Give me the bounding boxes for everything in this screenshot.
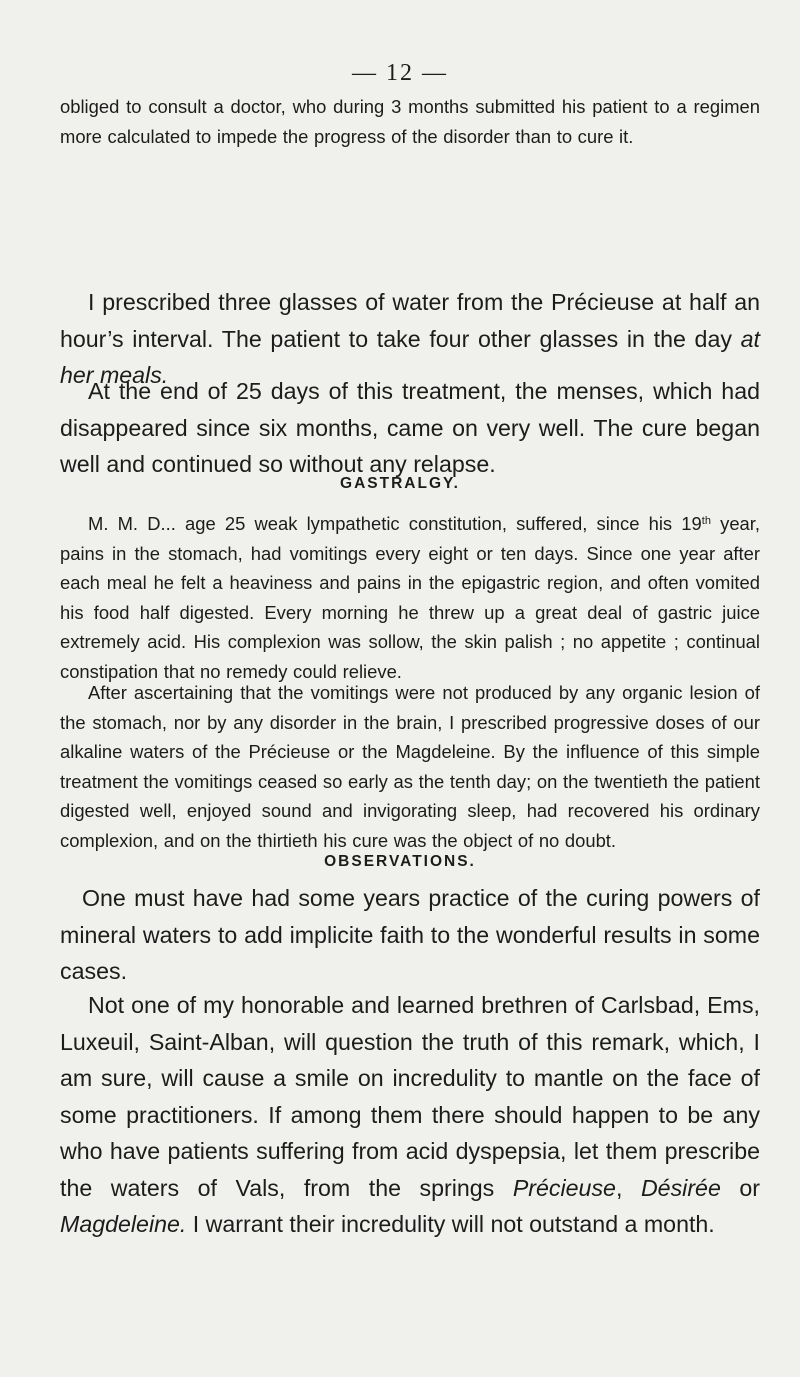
gastralgy-treatment-paragraph: After ascertaining that the vomitings were not produced by any organic lesion of the stomach, nor by any disorder in the brain, I prescribed progressive doses of our alkaline waters of the Précieuse or the Magdeleine. By the influence of this simple treatment the vomitings ceased so early as the tenth day; on the twentieth the patient digested well, enjoyed sound and invigorating sleep, had recovered his ordinary complexion, and on the thirtieth his cure was the object of no doubt. <box>60 682 760 851</box>
gastralgy-history-text: M. M. D... age 25 weak lympathetic constitution, suffered, since his 19 <box>88 513 702 534</box>
gastralgy-heading: GASTRALGY. <box>340 475 460 492</box>
outcome-paragraph: At the end of 25 days of this treatment, the menses, which had disappeared since six months, came on very well. The cure began well and continued so without any relapse. <box>60 378 760 477</box>
spring-separator-or: or <box>720 1174 760 1201</box>
observations-paragraph-two-text: Not one of my honorable and learned brethren of Carlsbad, Ems, Luxeuil, Saint-Alban, will question the truth of this remark, which, I am sure, will cause a smile on incredulity to mantle on the face of some practitioners. If among them there should happen to be any who have patients suffering from acid dyspepsia, let them prescribe the waters of Vals, from the springs <box>60 992 760 1201</box>
observations-heading: OBSERVATIONS. <box>324 853 476 870</box>
observations-paragraph-one: One must have had some years practice of the curing powers of mineral waters to add implicite faith to the wonderful results in some cases. <box>60 885 760 984</box>
prescription-text: I prescribed three glasses of water from the Précieuse at half an hour’s interval. The patient to take four other glasses in the day <box>60 289 760 352</box>
observations-closing-text: I warrant their incredulity will not outstand a month. <box>186 1211 715 1237</box>
ordinal-suffix: th <box>701 515 711 527</box>
gastralgy-history-rest: year, pains in the stomach, had vomitings every eight or ten days. Since one year after each meal he felt a heaviness and pains in the epigastric region, and often vomited his food half digested. Every morning he threw up a great deal of gastric juice extremely acid. His complexion was sollow, the skin palish ; no appetite ; continual constipation that no remedy could relieve. <box>60 513 760 682</box>
intro-paragraph: obliged to consult a doctor, who during 3 months submitted his patient to a regimen more calculated to impede the progress of the disorder than to cure it. <box>60 96 760 147</box>
spring-magdeleine: Magdeleine. <box>60 1211 187 1237</box>
observations-paragraph-two <box>60 987 760 1243</box>
page-number: — 12 — <box>352 60 448 86</box>
spring-desiree: Désirée <box>640 1174 721 1201</box>
spring-separator-comma: , <box>615 1174 641 1201</box>
gastralgy-history-paragraph <box>60 509 760 686</box>
prescription-italic-text: at her meals. <box>60 325 760 388</box>
spring-precieuse: Précieuse <box>512 1174 616 1201</box>
